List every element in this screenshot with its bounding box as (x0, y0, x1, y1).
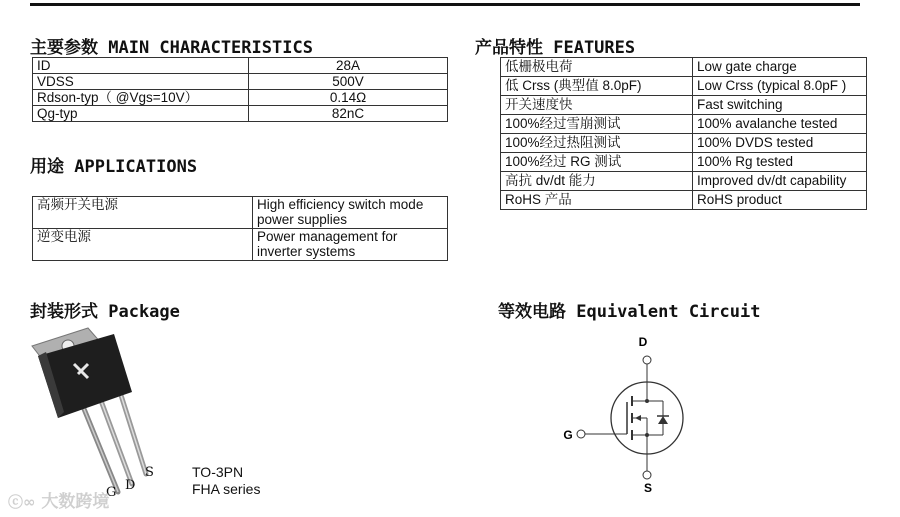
param-cell: Qg-typ (33, 106, 249, 122)
table-row (501, 191, 867, 210)
feature-en-cell: 100% Rg tested (693, 153, 867, 172)
param-cell: VDSS (33, 74, 249, 90)
feature-cn-cell: 低 Crss (典型值 8.0pF) (501, 77, 693, 96)
table-row (33, 229, 448, 261)
features-heading: 产品特性 FEATURES (475, 38, 636, 58)
watermark (8, 487, 109, 512)
feature-cn-cell: 100%经过雪崩测试 (501, 115, 693, 134)
value-cell: 500V (249, 74, 448, 90)
package-series: FHA series (192, 481, 261, 497)
feature-en-cell: Fast switching (693, 96, 867, 115)
features-table (500, 57, 867, 210)
feature-cn-cell: 高抗 dv/dt 能力 (501, 172, 693, 191)
feature-en-cell: RoHS product (693, 191, 867, 210)
table-row (33, 58, 448, 74)
value-cell: 82nC (249, 106, 448, 122)
pin-label-g: G (106, 485, 117, 500)
brand-logo-icon (72, 362, 92, 380)
table-row (33, 106, 448, 122)
applications-heading: 用途 APPLICATIONS (30, 157, 198, 177)
table-row (33, 197, 448, 229)
param-cell: Rdson-typ（ @Vgs=10V） (33, 90, 249, 106)
table-row (33, 90, 448, 106)
pin-label-d: D (125, 478, 136, 493)
main-characteristics-heading: 主要参数 MAIN CHARACTERISTICS (30, 38, 313, 58)
pin-label-s: S (145, 465, 154, 480)
circuit-label-g: G (563, 428, 573, 442)
feature-cn-cell: 低栅极电荷 (501, 58, 693, 77)
application-en-cell: High efficiency switch mode power supplies (253, 197, 448, 229)
value-cell: 0.14Ω (249, 90, 448, 106)
top-rule (30, 3, 860, 6)
watermark-text: 大数跨境 (41, 492, 110, 512)
applications-table (32, 196, 448, 261)
table-row (501, 77, 867, 96)
circuit-heading: 等效电路 Equivalent Circuit (498, 302, 761, 322)
application-cn-cell: 逆变电源 (33, 229, 253, 261)
value-cell: 28A (249, 58, 448, 74)
main-characteristics-table (32, 57, 448, 122)
feature-cn-cell: RoHS 产品 (501, 191, 693, 210)
table-row (501, 153, 867, 172)
feature-en-cell: Low gate charge (693, 58, 867, 77)
feature-en-cell: 100% avalanche tested (693, 115, 867, 134)
package-name: TO-3PN (192, 464, 244, 480)
equivalent-circuit-diagram (555, 330, 705, 495)
feature-cn-cell: 开关速度快 (501, 96, 693, 115)
table-row (501, 58, 867, 77)
package-heading: 封装形式 Package (30, 302, 180, 322)
table-row (33, 74, 448, 90)
feature-cn-cell: 100%经过 RG 测试 (501, 153, 693, 172)
application-en-cell: Power management for inverter systems (253, 229, 448, 261)
application-cn-cell: 高频开关电源 (33, 197, 253, 229)
circuit-label-s: S (643, 481, 653, 495)
feature-en-cell: Low Crss (typical 8.0pF ) (693, 77, 867, 96)
table-row (501, 115, 867, 134)
circuit-label-d: D (638, 335, 648, 349)
watermark-logo-icon: ⓒ∞ (8, 493, 36, 511)
feature-cn-cell: 100%经过热阻测试 (501, 134, 693, 153)
table-row (501, 96, 867, 115)
param-cell: ID (33, 58, 249, 74)
table-row (501, 134, 867, 153)
feature-en-cell: 100% DVDS tested (693, 134, 867, 153)
feature-en-cell: Improved dv/dt capability (693, 172, 867, 191)
table-row (501, 172, 867, 191)
